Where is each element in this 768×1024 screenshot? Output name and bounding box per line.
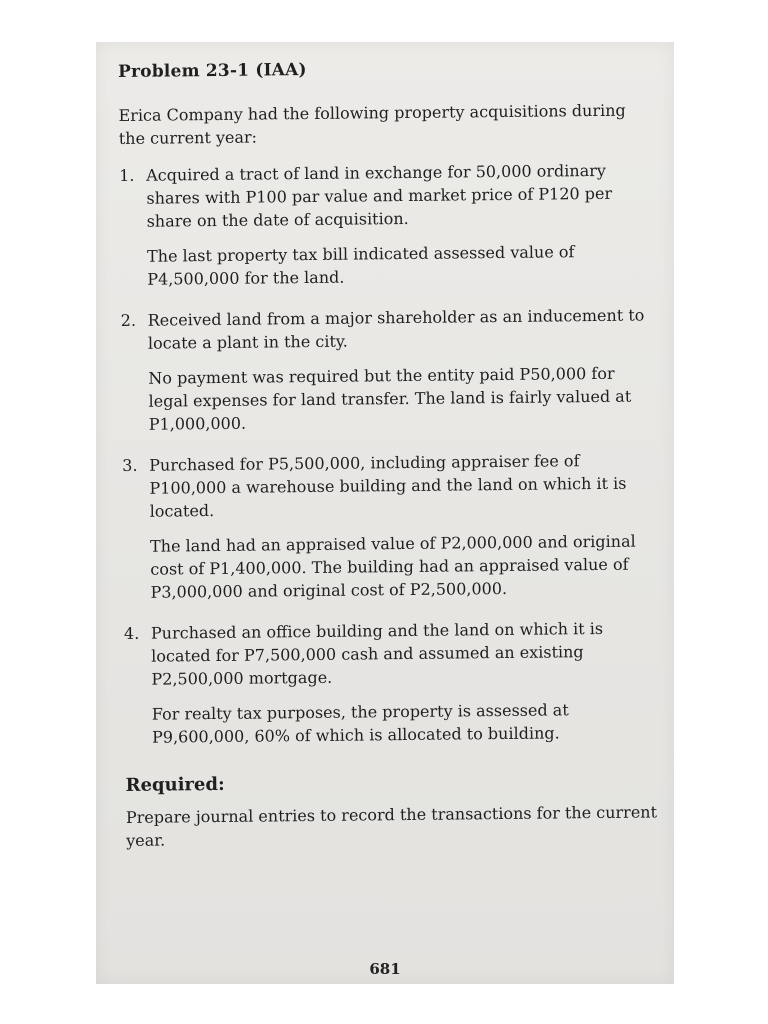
item-paragraph: The last property tax bill indicated assessed value of P4,500,000 for the land. <box>146 242 575 289</box>
item-number: 3. <box>122 455 138 475</box>
page-number: 681 <box>369 960 401 978</box>
list-item <box>122 448 658 604</box>
item-paragraph: For realty tax purposes, the property is assessed at P9,600,000, 60% of which is allocated to building. <box>151 700 569 747</box>
list-item <box>121 303 656 436</box>
acquisitions-list <box>119 158 659 749</box>
required-text: Prepare journal entries to record the transactions for the current year. <box>125 802 658 850</box>
list-item <box>119 158 654 291</box>
required-heading: Required: <box>125 773 225 796</box>
page-content <box>118 56 660 852</box>
problem-title: Problem 23-1 (IAA) <box>118 60 307 82</box>
item-paragraph: No payment was required but the entity paid P50,000 for legal expenses for land transfer. The land is fairly valued at P1,000,000. <box>148 363 632 434</box>
item-paragraph: The land had an appraised value of P2,000,000 and original cost of P1,400,000. The building had an appraised value of P3,000,000 and original cost of P2,500,000. <box>149 531 636 602</box>
item-paragraph: Received land from a major shareholder as an inducement to locate a plant in the city. <box>147 305 645 353</box>
problem-intro: Erica Company had the following property acquisitions during the current year: <box>118 100 626 148</box>
list-item <box>124 616 659 749</box>
item-paragraph: Acquired a tract of land in exchange for 50,000 ordinary shares with P100 par value and market price of P120 per share on the date of acquisition. <box>146 160 613 231</box>
book-page <box>96 42 674 984</box>
item-paragraph: Purchased an office building and the land on which it is located for P7,500,000 cash and assumed an existing P2,500,000 mortgage. <box>150 618 604 689</box>
item-number: 1. <box>119 165 135 185</box>
item-number: 4. <box>123 623 140 643</box>
item-paragraph: Purchased for P5,500,000, including appraiser fee of P100,000 a warehouse building and the land on which it is located. <box>149 451 627 521</box>
item-number: 2. <box>120 310 137 330</box>
